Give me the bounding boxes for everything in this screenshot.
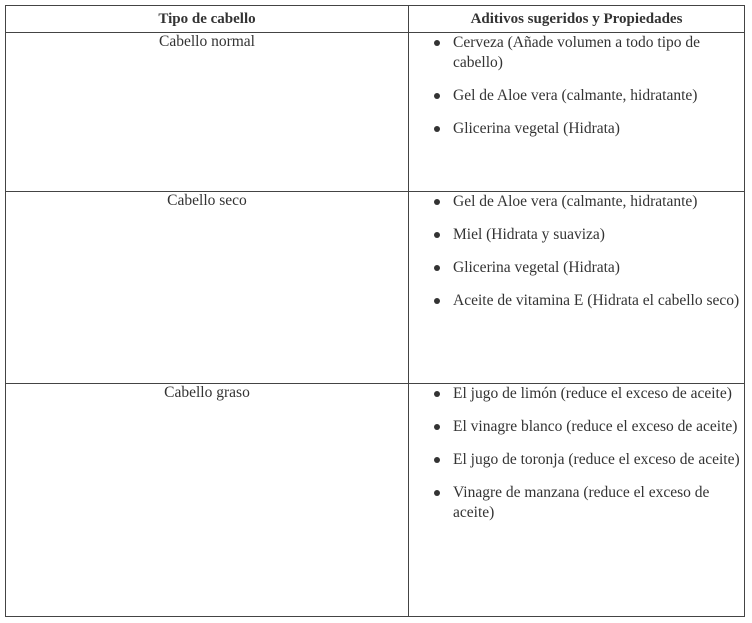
list-item: Vinagre de manzana (reduce el exceso de aceite)	[431, 483, 744, 523]
hair-type-cell: Cabello normal	[6, 33, 409, 192]
header-hair-type: Tipo de cabello	[6, 6, 409, 33]
table-row-cabello-normal	[6, 33, 745, 192]
additives-cell	[409, 384, 745, 617]
list-item: Gel de Aloe vera (calmante, hidratante)	[431, 86, 744, 106]
hair-type-cell: Cabello graso	[6, 384, 409, 617]
list-item: Glicerina vegetal (Hidrata)	[431, 119, 744, 139]
list-item: Miel (Hidrata y suaviza)	[431, 225, 744, 245]
header-additives: Aditivos sugeridos y Propiedades	[409, 6, 745, 33]
table-row-cabello-graso	[6, 384, 745, 617]
additives-cell	[409, 192, 745, 384]
additives-cell	[409, 33, 745, 192]
list-item: Aceite de vitamina E (Hidrata el cabello seco)	[431, 291, 744, 311]
table-row-cabello-seco	[6, 192, 745, 384]
hair-type-cell: Cabello seco	[6, 192, 409, 384]
list-item: El jugo de limón (reduce el exceso de aceite)	[431, 384, 744, 404]
header-row	[6, 6, 745, 33]
additive-list	[409, 192, 744, 311]
list-item: Cerveza (Añade volumen a todo tipo de cabello)	[431, 33, 744, 73]
additive-list	[409, 384, 744, 523]
list-item: Gel de Aloe vera (calmante, hidratante)	[431, 192, 744, 212]
list-item: El vinagre blanco (reduce el exceso de aceite)	[431, 417, 744, 437]
additive-list	[409, 33, 744, 139]
list-item: Glicerina vegetal (Hidrata)	[431, 258, 744, 278]
list-item: El jugo de toronja (reduce el exceso de aceite)	[431, 450, 744, 470]
hair-additives-table	[5, 5, 745, 617]
